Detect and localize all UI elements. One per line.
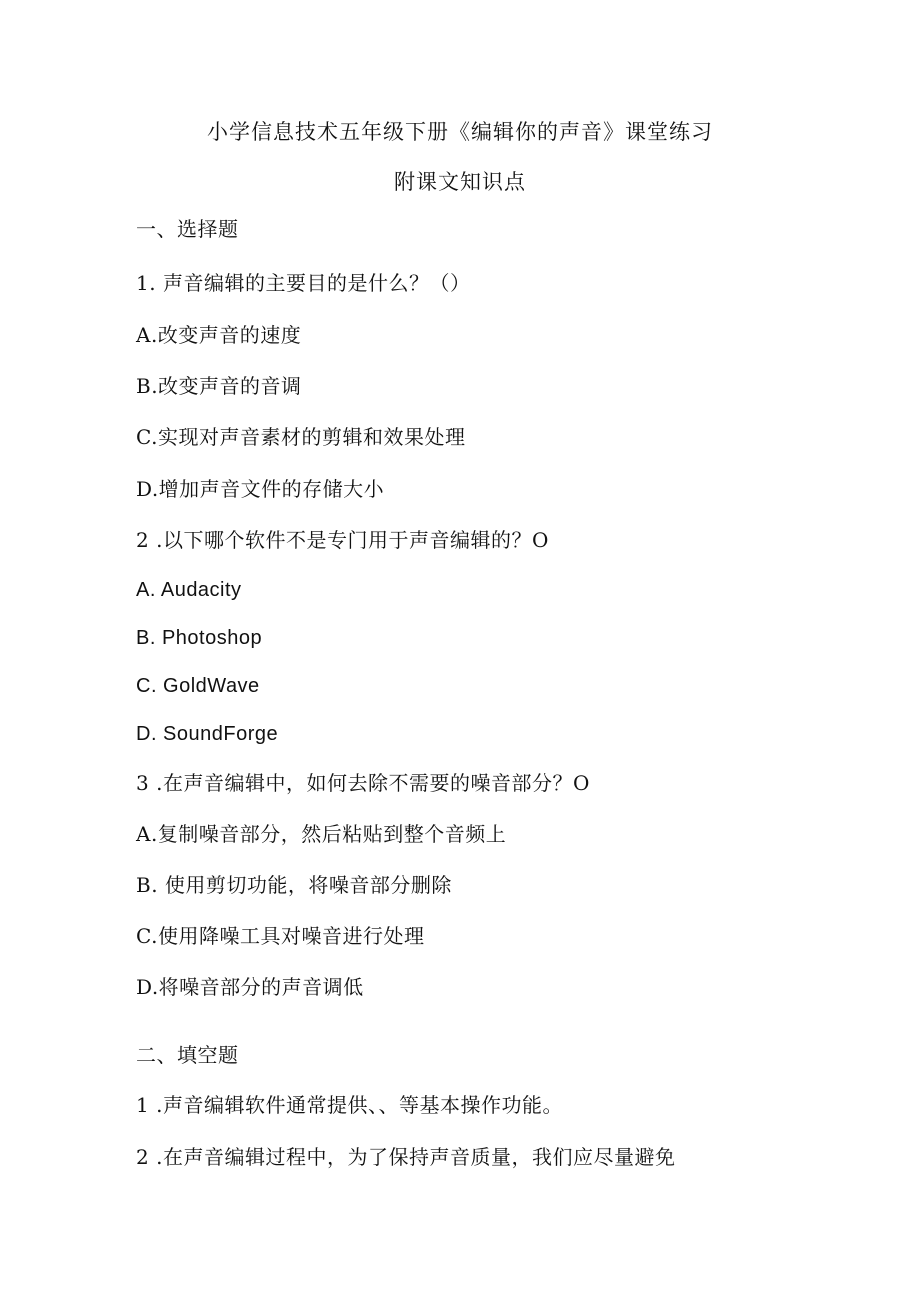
section-heading-choice: 一、选择题	[136, 217, 239, 241]
question-1-option-c: C.实现对声音素材的剪辑和效果处理	[136, 425, 466, 449]
document-title: 小学信息技术五年级下册《编辑你的声音》课堂练习	[207, 120, 713, 144]
document-subtitle: 附课文知识点	[394, 170, 526, 194]
question-2-option-b: B. Photoshop	[136, 627, 263, 649]
question-2-option-a: A. Audacity	[136, 579, 242, 601]
question-3-option-d: D.将噪音部分的声音调低	[136, 975, 364, 999]
section-heading-fill: 二、填空题	[136, 1043, 239, 1067]
question-1: 1. 声音编辑的主要目的是什么？（）	[136, 271, 471, 295]
question-1-option-a: A.改变声音的速度	[136, 323, 302, 347]
question-2: 2 .以下哪个软件不是专门用于声音编辑的？O	[136, 528, 549, 552]
question-2-option-c: C. GoldWave	[136, 675, 260, 697]
question-3: 3 .在声音编辑中，如何去除不需要的噪音部分？O	[136, 771, 590, 795]
question-3-option-b: B. 使用剪切功能，将噪音部分删除	[136, 873, 452, 897]
question-2-option-d: D. SoundForge	[136, 723, 279, 745]
question-3-option-a: A.复制噪音部分，然后粘贴到整个音频上	[136, 822, 507, 846]
question-1-option-b: B.改变声音的音调	[136, 374, 302, 398]
fill-question-1: 1 .声音编辑软件通常提供、、等基本操作功能。	[136, 1093, 563, 1117]
question-3-option-c: C.使用降噪工具对噪音进行处理	[136, 924, 425, 948]
fill-question-2: 2 .在声音编辑过程中，为了保持声音质量，我们应尽量避免	[136, 1145, 676, 1169]
question-1-option-d: D.增加声音文件的存储大小	[136, 477, 385, 501]
